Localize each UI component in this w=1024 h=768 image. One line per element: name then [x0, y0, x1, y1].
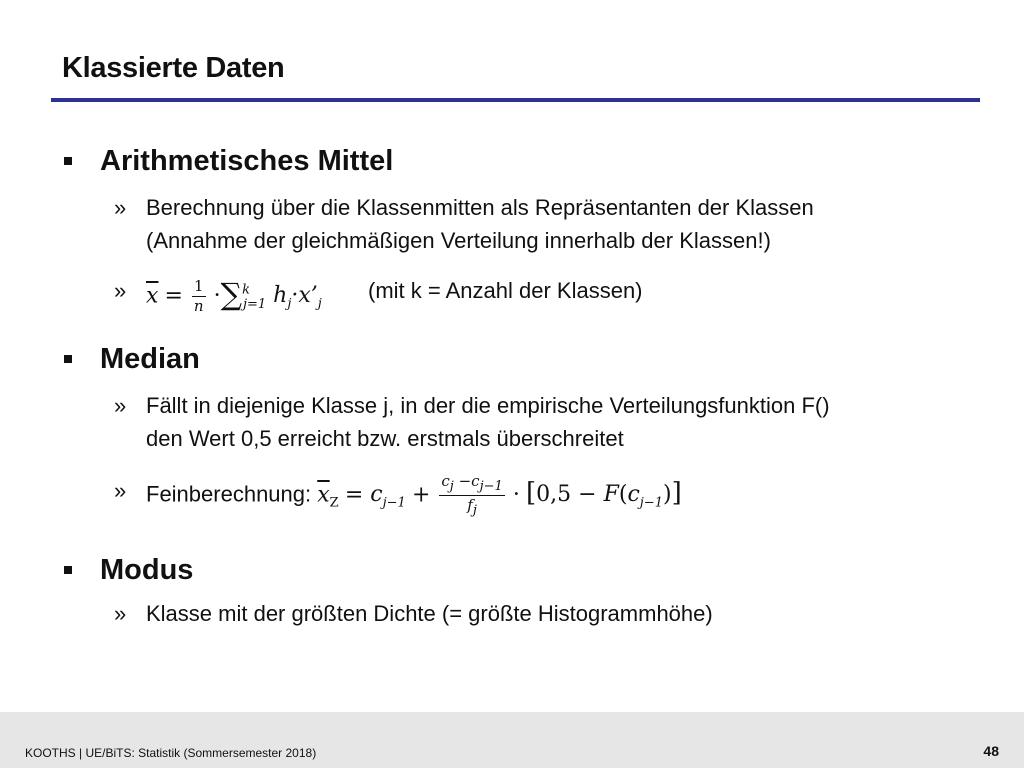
title-divider: [51, 98, 980, 102]
square-bullet-icon: [64, 355, 72, 363]
footer-text: KOOTHS | UE/BiTS: Statistik (Sommersemester 2018): [25, 746, 317, 760]
slide-title: Klassierte Daten: [62, 52, 285, 84]
chevron-bullet-icon: »: [114, 393, 127, 418]
item-text: Klasse mit der größten Dichte (= größte Histogrammhöhe): [146, 601, 713, 626]
chevron-bullet-icon: »: [114, 478, 127, 503]
section-heading: Median: [100, 343, 200, 375]
chevron-bullet-icon: »: [114, 278, 127, 303]
item-text: Fällt in diejenige Klasse j, in der die empirische Verteilungsfunktion F(): [146, 393, 830, 418]
item-text: den Wert 0,5 erreicht bzw. erstmals überschreitet: [146, 426, 624, 451]
square-bullet-icon: [64, 566, 72, 574]
chevron-bullet-icon: »: [114, 195, 127, 220]
section-heading: Arithmetisches Mittel: [100, 145, 394, 177]
median-formula: Feinberechnung: $\overline{x}_Z = c_{j-1}$ + $\frac{c_j -c_{j-1}}{f_j}$ · $[0,5 - F(c_{j-1})]$: [146, 472, 682, 518]
chevron-bullet-icon: »: [114, 601, 127, 626]
square-bullet-icon: [64, 157, 72, 165]
slide-footer: [0, 712, 1024, 768]
formula-label: Feinberechnung:: [146, 481, 312, 507]
mean-formula: $\overline{x}$ = $\frac{1}{n}$ ·∑$^k_{j=1}$ $h_j\cdot x’_j$: [146, 277, 322, 316]
page-number: 48: [983, 743, 999, 759]
formula-note: (mit k = Anzahl der Klassen): [368, 278, 643, 303]
item-text: Berechnung über die Klassenmitten als Repräsentanten der Klassen: [146, 195, 814, 220]
item-text: (Annahme der gleichmäßigen Verteilung innerhalb der Klassen!): [146, 228, 771, 253]
section-heading: Modus: [100, 554, 194, 586]
